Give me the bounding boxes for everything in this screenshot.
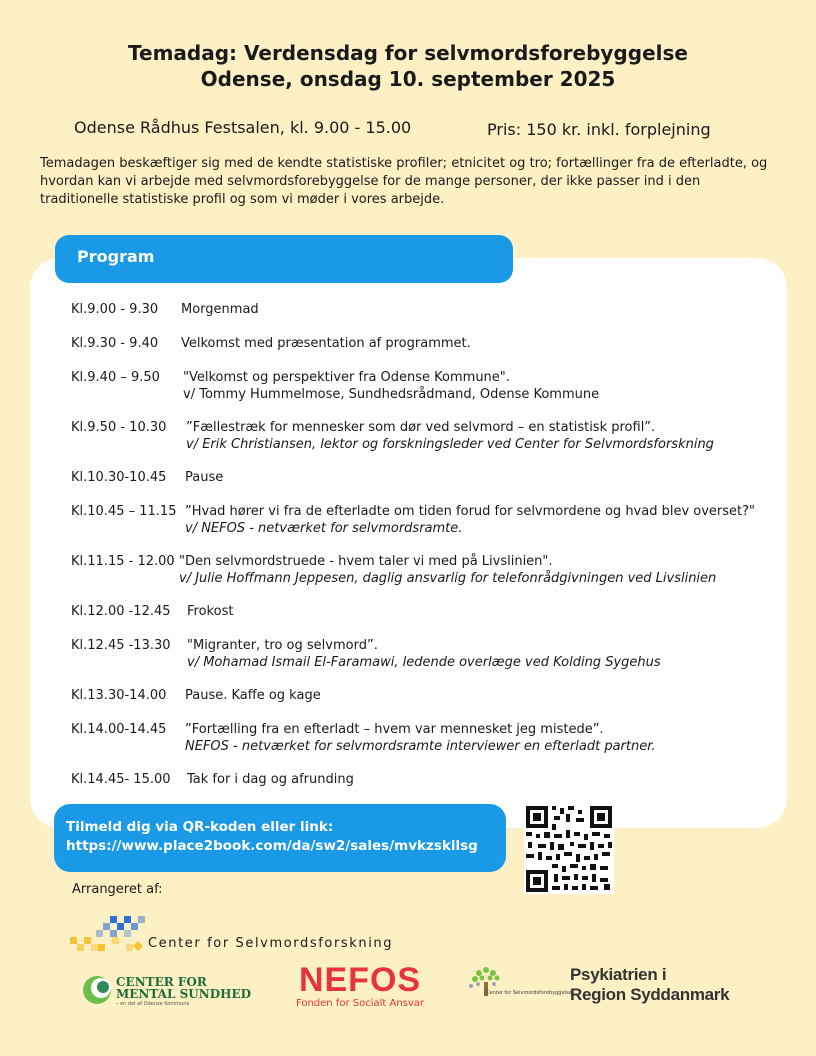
program-entry (183, 369, 783, 403)
program-time: Kl.12.00 -12.45 (71, 604, 171, 619)
program-time: Kl.13.30-14.00 (71, 688, 167, 703)
venue-text: Odense Rådhus Festsalen, kl. 9.00 - 15.00 (74, 118, 412, 137)
program-entry (181, 301, 781, 318)
price-text: Pris: 150 kr. inkl. forplejning (487, 120, 711, 139)
program-time: Kl.11.15 - 12.00 (71, 554, 175, 569)
program-time: Kl.9.40 – 9.50 (71, 370, 160, 385)
program-heading-label: Program (77, 247, 155, 266)
qr-code-icon[interactable] (524, 804, 614, 894)
cfs-logo-mark-icon (70, 914, 150, 956)
program-entry (185, 721, 785, 755)
program-time: Kl.9.30 - 9.40 (71, 336, 159, 351)
cfs-logo-text: Center for Selvmordsforskning (148, 936, 394, 951)
program-title: Pause. Kaffe og kage (185, 688, 321, 703)
psykiatrien-logo (570, 965, 729, 1005)
signup-link[interactable]: https://www.place2book.com/da/sw2/sales/mvkzskilsg (66, 838, 478, 854)
cms-logo (82, 972, 251, 1012)
cms-logo-text (116, 976, 251, 1000)
program-speaker: v/ Mohamad Ismail El-Faramawi, ledende overlæge ved Kolding Sygehus (187, 655, 661, 670)
program-title: "Velkomst og perspektiver fra Odense Kommune". (183, 370, 510, 385)
program-entry (179, 553, 779, 587)
cms-line-1: CENTER FOR (116, 975, 207, 989)
program-entry (185, 687, 785, 704)
program-title: ”Hvad hører vi fra de efterladte om tiden forud for selvmordene og hvad blev overset?" (185, 504, 756, 519)
intro-paragraph: Temadagen beskæftiger sig med de kendte statistiske profiler; etnicitet og tro; fortællinger fra de efterladte, og hvordan kan vi arbejde med selvmordsforebyggelse for de mange personer, der ikke passer ind i den traditionelle statistiske profil og som vi møder i vores arbejde. (40, 156, 768, 207)
program-entry (185, 469, 785, 486)
program-title: Morgenmad (181, 302, 259, 317)
nefos-subtitle: Fonden for Socialt Ansvar (295, 998, 425, 1009)
program-title: Tak for i dag og afrunding (187, 772, 354, 787)
nefos-logo (290, 962, 430, 1022)
sf-tree-icon (466, 964, 506, 1004)
program-entry (185, 503, 785, 537)
program-entry (187, 603, 787, 620)
program-title: "Migranter, tro og selvmord”. (187, 638, 378, 653)
program-time: Kl.10.30-10.45 (71, 470, 167, 485)
program-heading (55, 235, 513, 283)
program-title: Frokost (187, 604, 234, 619)
title-line-2: Odense, onsdag 10. september 2025 (200, 67, 616, 91)
program-title: Pause (185, 470, 224, 485)
program-speaker: v/ Erik Christiansen, lektor og forskningsleder ved Center for Selvmordsforskning (186, 437, 714, 452)
program-speaker: v/ Tommy Hummelmose, Sundhedsrådmand, Odense Kommune (183, 387, 600, 402)
program-time: Kl.10.45 – 11.15 (71, 504, 177, 519)
cms-line-2: MENTAL SUNDHED (116, 987, 251, 1001)
program-entry (187, 637, 787, 671)
program-time: Kl.9.50 - 10.30 (71, 420, 167, 435)
program-title: ”Fortælling fra en efterladt – hvem var mennesket jeg mistede”. (185, 722, 604, 737)
cms-logo-mark-icon (82, 972, 114, 1008)
title-line-1: Temadag: Verdensdag for selvmordsforebyggelse (128, 41, 688, 65)
psyk-line-1: Psykiatrien i (570, 965, 667, 984)
program-time: Kl.9.00 - 9.30 (71, 302, 159, 317)
program-speaker: v/ NEFOS - netværket for selvmordsramte. (185, 521, 463, 536)
program-entry (186, 419, 786, 453)
signup-banner[interactable] (54, 804, 506, 872)
psyk-line-2: Region Syddanmark (570, 985, 730, 1004)
program-title: "Den selvmordstruede - hvem taler vi med på Livslinien". (179, 554, 553, 569)
program-time: Kl.14.00-14.45 (71, 722, 167, 737)
program-speaker: NEFOS - netværket for selvmordsramte interviewer en efterladt partner. (185, 739, 656, 754)
signup-instruction: Tilmeld dig via QR-koden eller link: (66, 819, 334, 835)
sf-logo (466, 964, 572, 1008)
organizers-label: Arrangeret af: (72, 882, 163, 897)
program-entry (187, 771, 787, 788)
program-entry (181, 335, 781, 352)
cms-subtitle: – en del af Odense Kommune (116, 1001, 190, 1007)
nefos-name: NEFOS (298, 961, 422, 999)
cfs-logo (70, 914, 410, 956)
program-speaker: v/ Julie Hoffmann Jeppesen, daglig ansvarlig for telefonrådgivningen ved Livslinien (179, 571, 717, 586)
program-time: Kl.12.45 -13.30 (71, 638, 171, 653)
program-title: Velkomst med præsentation af programmet. (181, 336, 471, 351)
page-title (0, 40, 816, 92)
sf-logo-text: Center for Selvmordsforebyggelse (486, 990, 572, 996)
program-time: Kl.14.45- 15.00 (71, 772, 171, 787)
program-title: ”Fællestræk for mennesker som dør ved selvmord – en statistisk profil”. (186, 420, 656, 435)
